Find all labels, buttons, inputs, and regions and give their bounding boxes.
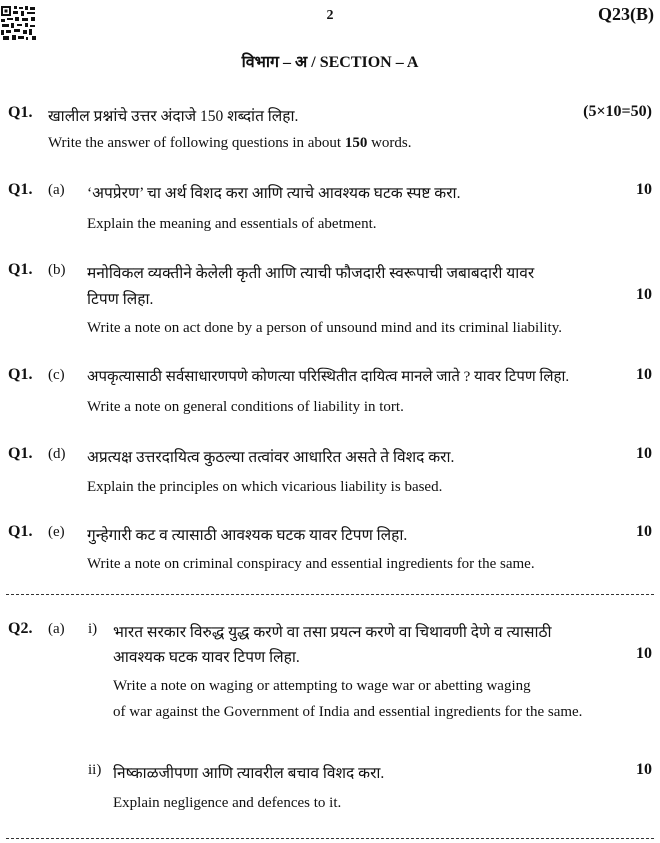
divider <box>6 594 654 595</box>
question-label: Q1. <box>8 261 33 278</box>
sub-item-number: i) <box>88 621 98 637</box>
question-marks: 10 <box>636 366 652 383</box>
paper-code: Q23(B) <box>598 4 654 24</box>
question-part: (e) <box>48 524 65 540</box>
question-marks: 10 <box>636 286 652 303</box>
question-label: Q1. <box>8 104 33 121</box>
question-text-english: Write the answer of following questions in about 150 words. <box>48 135 412 151</box>
question-text-english-cont: of war against the Government of India and essential ingredients for the same. <box>113 704 583 720</box>
question-part: (c) <box>48 367 65 383</box>
question-text-english: Write a note on act done by a person of unsound mind and its criminal liability. <box>87 320 562 336</box>
question-marks: 10 <box>636 181 652 198</box>
question-marks: 10 <box>636 645 652 662</box>
question-marks: 10 <box>636 445 652 462</box>
question-text-english: Explain negligence and defences to it. <box>113 795 342 811</box>
question-part: (b) <box>48 262 66 278</box>
question-part: (a) <box>48 182 65 198</box>
question-text-english: Explain the meaning and essentials of abetment. <box>87 216 377 232</box>
question-label: Q1. <box>8 366 33 383</box>
page-number: 2 <box>326 8 334 23</box>
question-marks: 10 <box>636 523 652 540</box>
question-text-marathi: निष्काळजीपणा आणि त्यावरील बचाव विशद करा. <box>113 765 385 782</box>
question-text-marathi: ‘अपप्रेरण’ चा अर्थ विशद करा आणि त्याचे आवश्यक घटक स्पष्ट करा. <box>87 185 461 202</box>
question-marks: 10 <box>636 761 652 778</box>
question-label: Q1. <box>8 523 33 540</box>
question-text-english: Write a note on general conditions of liability in tort. <box>87 399 404 415</box>
section-title: विभाग – अ / SECTION – A <box>241 54 419 71</box>
question-text-english: Write a note on criminal conspiracy and essential ingredients for the same. <box>87 556 535 572</box>
sub-item-number: ii) <box>88 762 102 778</box>
question-text-marathi: भारत सरकार विरुद्ध युद्ध करणे वा तसा प्रयत्न करणे वा चिथावणी देणे व त्यासाठी <box>113 624 552 641</box>
divider <box>6 838 654 839</box>
question-text-marathi-cont: टिपण लिहा. <box>87 291 154 308</box>
question-marks: (5×10=50) <box>583 103 652 120</box>
question-text-english: Write a note on waging or attempting to wage war or abetting waging <box>113 678 531 694</box>
question-label: Q1. <box>8 445 33 462</box>
question-text-marathi: अपकृत्यासाठी सर्वसाधारणपणे कोणत्या परिस्थितीत दायित्व मानले जाते ? यावर टिपण लिहा. <box>87 369 570 385</box>
question-label: Q1. <box>8 181 33 198</box>
question-part: (a) <box>48 621 65 637</box>
question-text-marathi: खालील प्रश्नांचे उत्तर अंदाजे 150 शब्दांत लिहा. <box>48 108 299 125</box>
question-text-english: Explain the principles on which vicarious liability is based. <box>87 479 443 495</box>
question-text-marathi: अप्रत्यक्ष उत्तरदायित्व कुठल्या तत्वांवर आधारित असते ते विशद करा. <box>87 449 455 466</box>
question-text-marathi: मनोविकल व्यक्तीने केलेली कृती आणि त्याची फौजदारी स्वरूपाची जबाबदारी यावर <box>87 265 535 282</box>
question-label: Q2. <box>8 620 33 637</box>
question-text-marathi-cont: आवश्यक घटक यावर टिपण लिहा. <box>113 649 300 666</box>
question-part: (d) <box>48 446 66 462</box>
question-text-marathi: गुन्हेगारी कट व त्यासाठी आवश्यक घटक यावर टिपण लिहा. <box>87 527 408 544</box>
